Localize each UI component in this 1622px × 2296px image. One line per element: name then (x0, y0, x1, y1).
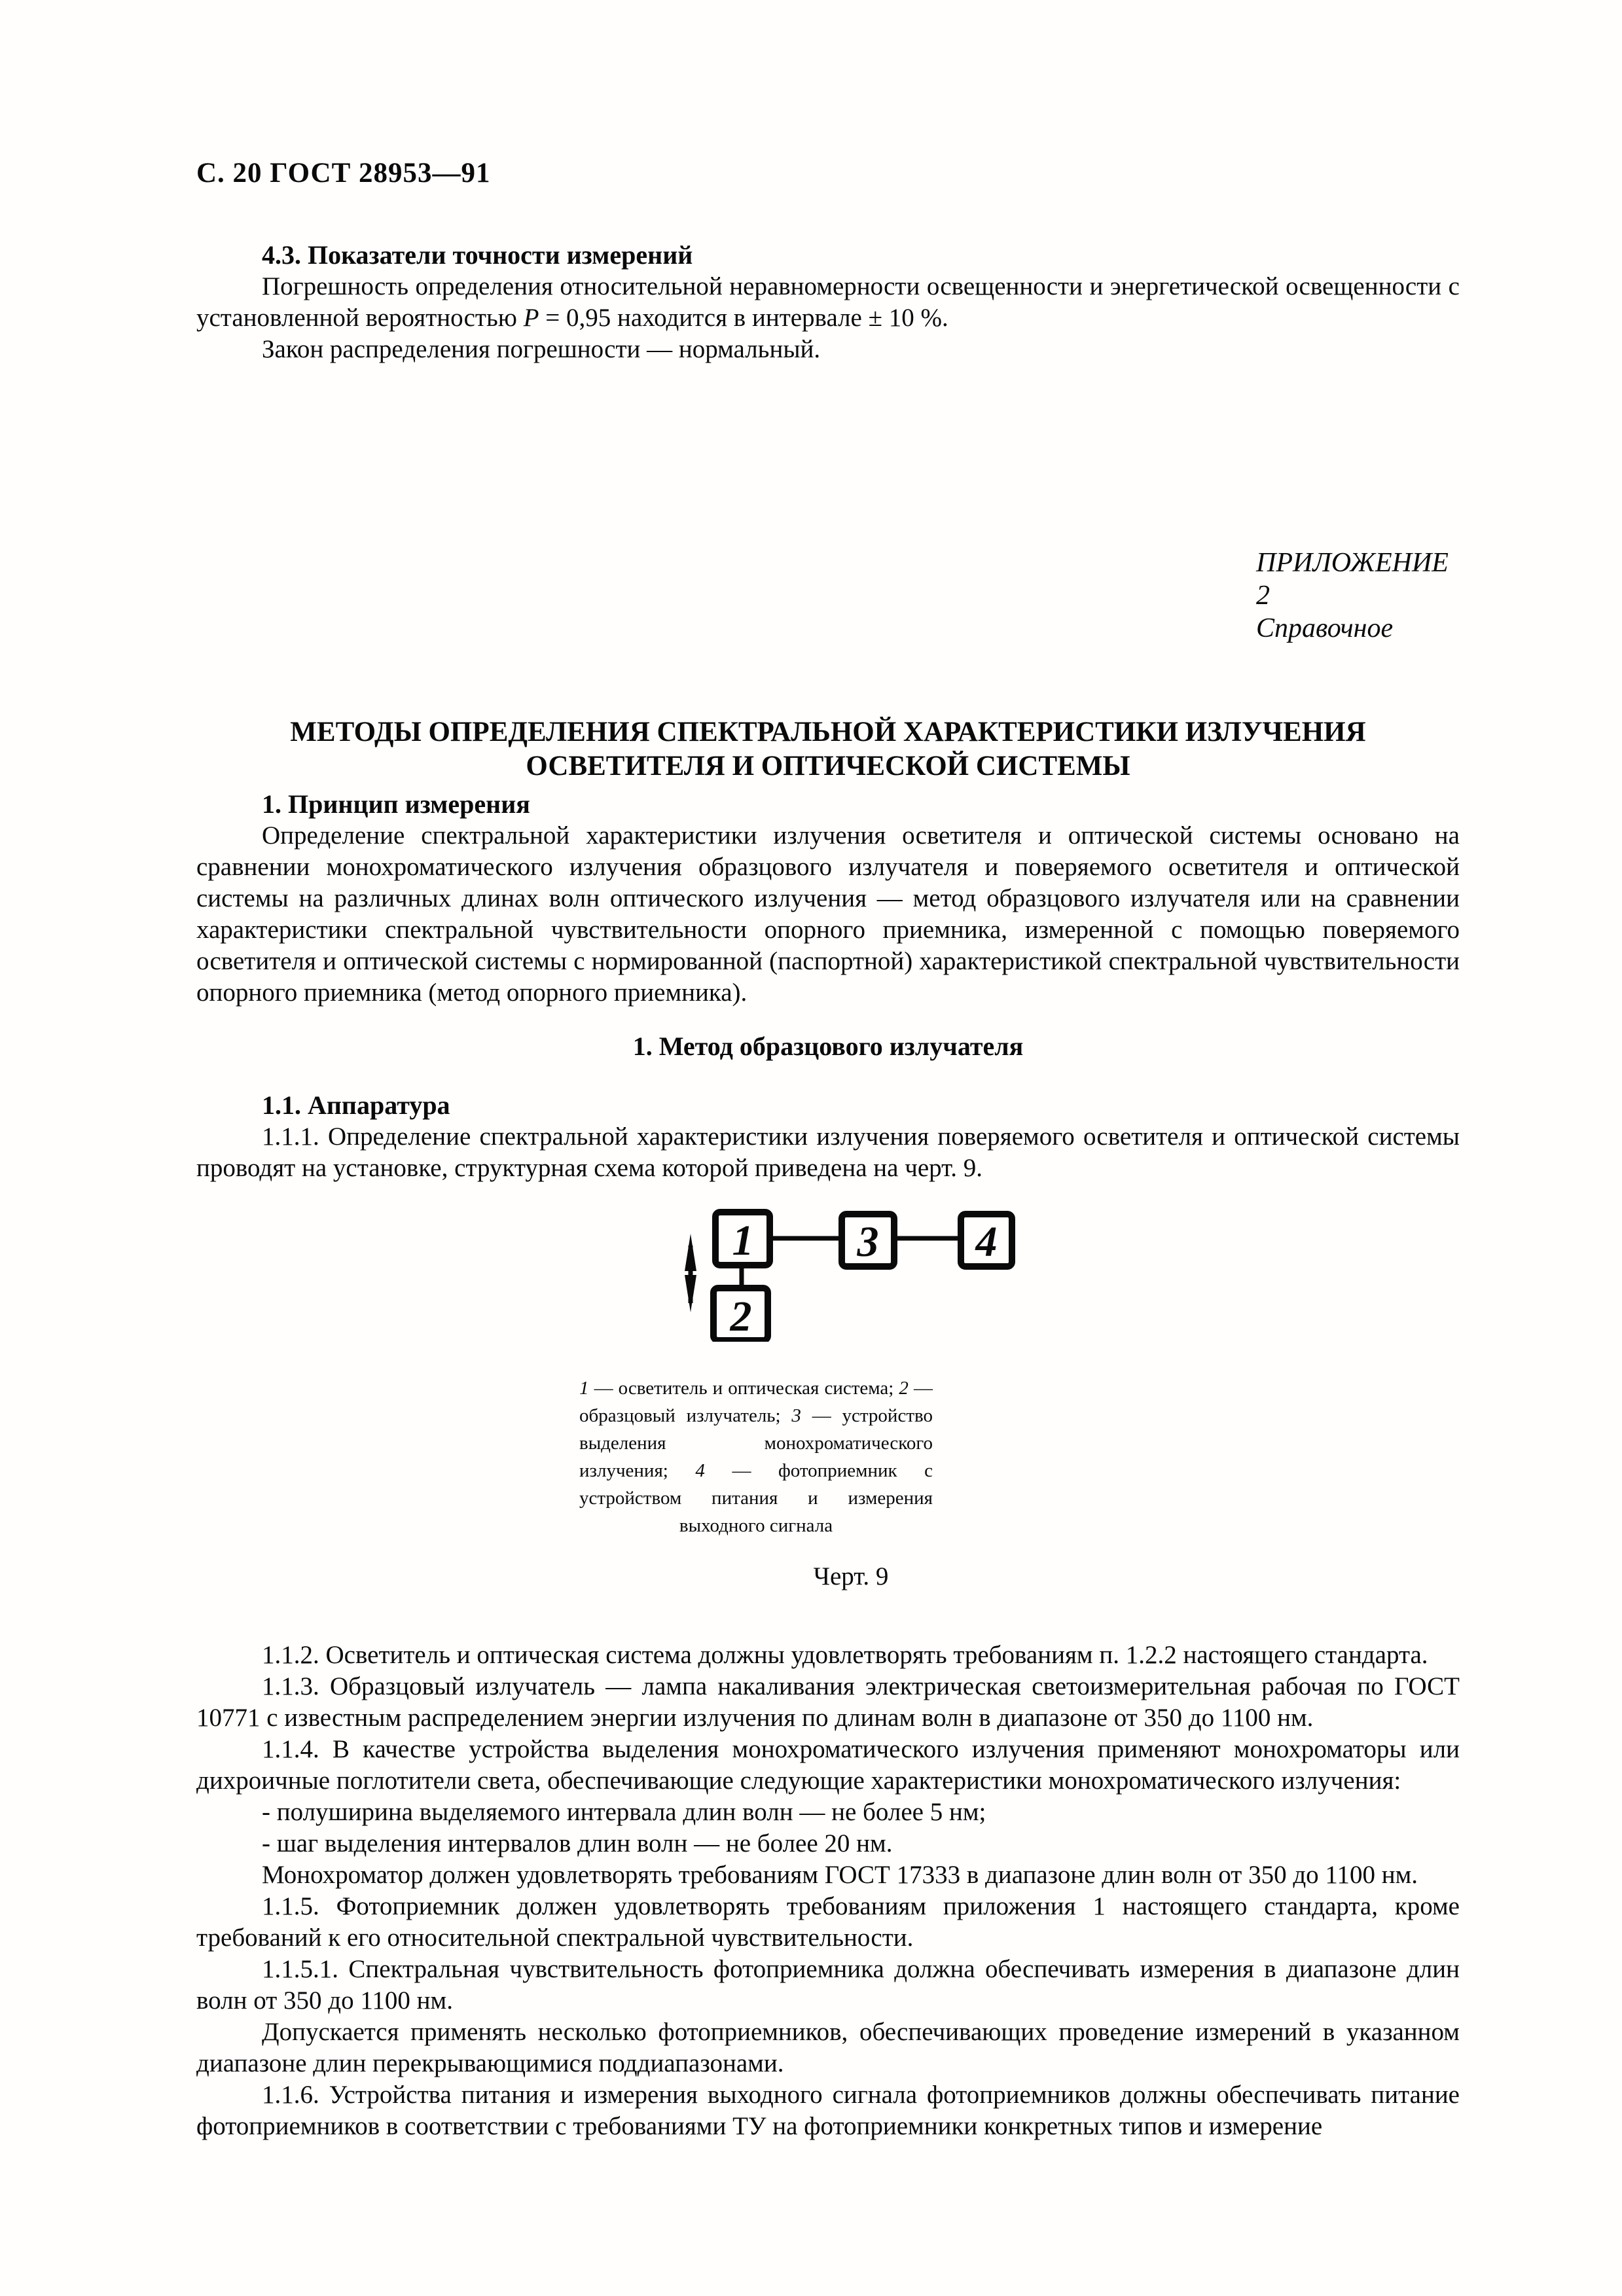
caption-text-2: — образцовый излучатель; (579, 1378, 933, 1426)
method-1-heading: 1. Метод образцового излучателя (632, 1031, 1024, 1061)
section-4-3-heading: 4.3. Показатели точности измерений (262, 240, 693, 270)
box-3-number: 3 (857, 1218, 879, 1266)
caption-num-3: 3 (791, 1405, 801, 1426)
box-4-number: 4 (975, 1218, 998, 1266)
probability-symbol: Р (523, 304, 539, 332)
paragraph-monochromator: Монохроматор должен удовлетворять требованиям ГОСТ 17333 в диапазоне длин волн от 350 до 1100 нм. (262, 1861, 1418, 1889)
caption-num-2: 2 (899, 1378, 909, 1399)
annex-subtitle: Справочное (1256, 613, 1394, 643)
page-content (196, 0, 1460, 2142)
appendix-title-line1: МЕТОДЫ ОПРЕДЕЛЕНИЯ СПЕКТРАЛЬНОЙ ХАРАКТЕРИСТИКИ ИЗЛУЧЕНИЯ (290, 717, 1366, 747)
double-arrow-icon (685, 1234, 696, 1312)
annex-block (1256, 547, 1460, 645)
figure-label: Черт. 9 (813, 1562, 889, 1590)
page-header: С. 20 ГОСТ 28953—91 (196, 158, 491, 188)
distribution-law-paragraph: Закон распределения погрешности — нормальный. (262, 335, 821, 363)
paragraph-1-1-3: 1.1.3. Образцовый излучатель — лампа накаливания электрическая светоизмерительная рабочая по ГОСТ 10771 с известным распределением энергии излучения по длинам волн в диапазоне от 350 до 1100 нм. (196, 1672, 1460, 1732)
principle-heading: 1. Принцип измерения (262, 789, 530, 819)
list-item-halfwidth: - полуширина выделяемого интервала длин волн — не более 5 нм; (262, 1798, 986, 1826)
caption-num-1: 1 (579, 1378, 589, 1399)
appendix-title (196, 715, 1460, 783)
caption-text-4: — фотоприемник с устройством питания и измерения выходного сигнала (579, 1460, 933, 1536)
list-item-step: - шаг выделения интервалов длин волн — не более 20 нм. (262, 1829, 893, 1857)
paragraph-1-1-5-1: 1.1.5.1. Спектральная чувствительность фотоприемника должна обеспечивать измерения в диапазоне длин волн от 350 до 1100 нм. (196, 1955, 1460, 2015)
apparatus-heading: 1.1. Аппаратура (262, 1090, 450, 1120)
block-diagram (679, 1208, 1020, 1342)
paragraph-multiple-photodetectors: Допускается применять несколько фотоприемников, обеспечивающих проведение измерений в указанном диапазоне длин перекрывающимися поддиапазонами. (196, 2018, 1460, 2077)
box-2-number: 2 (730, 1293, 752, 1340)
paragraph-1-1-5: 1.1.5. Фотоприемник должен удовлетворять требованиям приложения 1 настоящего стандарта, кроме требований к его относительной спектральной чувствительности. (196, 1892, 1460, 1952)
paragraph-1-1-2: 1.1.2. Осветитель и оптическая система должны удовлетворять требованиям п. 1.2.2 настоящего стандарта. (262, 1641, 1428, 1669)
figure-9 (196, 1208, 1460, 1592)
caption-num-4: 4 (695, 1460, 705, 1481)
appendix-title-line2: ОСВЕТИТЕЛЯ И ОПТИЧЕСКОЙ СИСТЕМЫ (526, 751, 1130, 781)
annex-title: ПРИЛОЖЕНИЕ 2 (1256, 548, 1449, 611)
box-1-number: 1 (732, 1217, 754, 1265)
accuracy-text-post: = 0,95 находится в интервале ± 10 %. (539, 304, 948, 332)
paragraph-1-1-4: 1.1.4. В качестве устройства выделения монохроматического излучения применяют монохроматоры или дихроичные поглотители света, обеспечивающие следующие характеристики монохроматического излучения: (196, 1735, 1460, 1795)
accuracy-paragraph (196, 271, 1460, 334)
accuracy-text-pre: Погрешность определения относительной неравномерности освещенности и энергетической освещенности с установленной вероятностью (196, 272, 1460, 332)
paragraph-1-1-1: 1.1.1. Определение спектральной характеристики излучения поверяемого осветителя и оптической системы проводят на установке, структурная схема которой приведена на черт. 9. (196, 1122, 1460, 1182)
caption-text-1: — осветитель и оптическая система; (588, 1378, 899, 1399)
principle-paragraph: Определение спектральной характеристики излучения осветителя и оптической системы основано на сравнении монохроматического излучения образцового излучателя и поверяемого осветителя и оптической системы на различных длинах волн оптического излучения — метод образцового излучателя или на сравнении характеристики спектральной чувствительности опорного приемника, измеренной с помощью поверяемого осветителя и оптической системы с нормированной (паспортной) характеристикой спектральной чувствительности опорного приемника (метод опорного приемника). (196, 821, 1460, 1007)
figure-caption (579, 1374, 933, 1539)
paragraph-1-1-6: 1.1.6. Устройства питания и измерения выходного сигнала фотоприемников должны обеспечивать питание фотоприемников в соответствии с требованиями ТУ на фотоприемники конкретных типов и измерение (196, 2081, 1460, 2140)
caption-text-3: — устройство выделения монохроматического излучения; (579, 1405, 933, 1481)
